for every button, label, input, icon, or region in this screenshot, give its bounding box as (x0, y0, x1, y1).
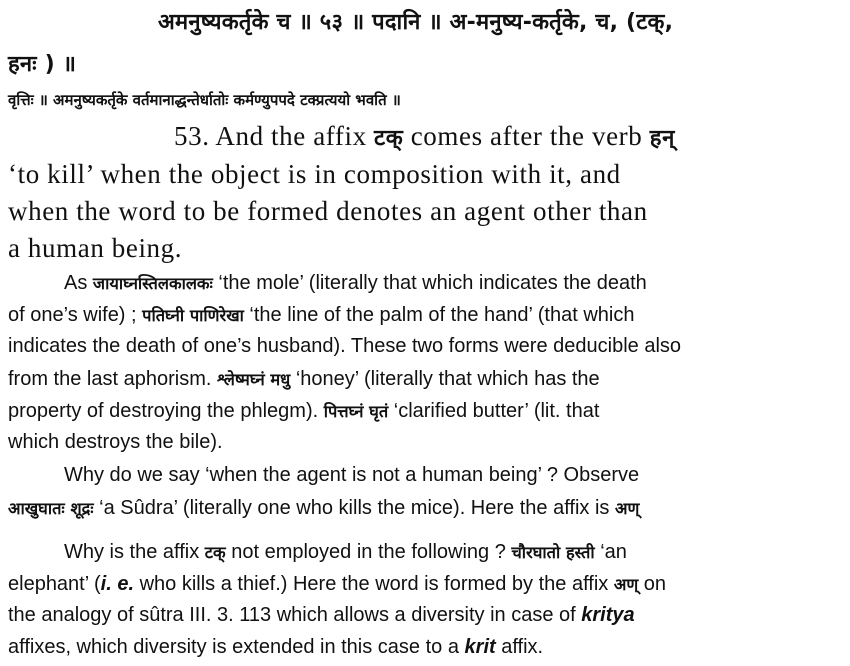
commentary-text: elephant’ ( (8, 573, 101, 595)
vritti-text: वृत्तिः ॥ अमनुष्यकर्तृके वर्तमानाद्धन्तेर्धातोः कर्मण्युपपदे टक्प्रत्ययो भवति ॥ (8, 91, 401, 109)
sanskrit-term: टक् (204, 543, 226, 562)
para1-line-1 (64, 271, 647, 295)
translation-text: when the word to be formed denotes an agent other than (8, 196, 648, 226)
vritti-line (8, 90, 401, 110)
commentary-text: Why do we say ‘when the agent is not a human being’ ? Observe (64, 464, 640, 486)
translation-text: ‘to kill’ when the object is in composition with it, and (8, 159, 621, 189)
para1-line-2 (8, 303, 634, 327)
translation-text: a human being. (8, 233, 183, 263)
commentary-text: ‘honey’ (literally that which has the (290, 368, 600, 390)
para1-line-3 (8, 335, 681, 358)
commentary-text: ‘a Sûdra’ (literally one who kills the mice). Here the affix is (93, 497, 615, 519)
sanskrit-term: अण् (614, 499, 640, 518)
italic-term: i. e. (100, 573, 135, 595)
sanskrit-term: जायाघ्नस्तिलकालकः (92, 274, 213, 293)
commentary-text: which destroys the bile). (8, 431, 223, 453)
sanskrit-term: पित्तघ्नं घृतं (323, 402, 389, 421)
translation-line-4 (8, 233, 182, 264)
sanskrit-term: पतिघ्नी पाणिरेखा (142, 306, 244, 325)
sanskrit-term: अण् (613, 575, 639, 594)
commentary-text: not employed in the following ? (225, 541, 512, 563)
commentary-text: ‘the mole’ (literally that which indicates the death (212, 272, 647, 294)
commentary-text: the analogy of sûtra III. 3. 113 which allows a diversity in case of (8, 604, 582, 626)
commentary-text: property of destroying the phlegm). (8, 400, 324, 422)
para1-line-4 (8, 367, 600, 391)
commentary-text: affix. (495, 636, 544, 658)
italic-term: krit (464, 636, 496, 658)
sutra-text-cont: हनः ) ॥ (8, 52, 77, 77)
para3-line-2 (8, 572, 666, 596)
sutra-line-1 (158, 6, 673, 36)
translation-line-1 (174, 121, 675, 152)
commentary-text: Why is the affix (64, 541, 205, 563)
sutra-text: अमनुष्यकर्तृके च ॥ ५३ ॥ पदानि ॥ अ-मनुष्य-कर्तृके, च, (टक्, (158, 10, 674, 35)
para1-line-6 (8, 431, 223, 454)
translation-text: comes after the verb (403, 121, 650, 151)
commentary-text: who kills a thief.) Here the word is formed by the affix (134, 573, 614, 595)
commentary-text: of one’s wife) ; (8, 304, 143, 326)
para3-line-3 (8, 604, 635, 627)
sanskrit-term: श्लेष्मघ्नं मधु (216, 370, 291, 389)
commentary-text: on (638, 573, 667, 595)
sutra-line-2 (8, 48, 76, 78)
sanskrit-term: हन् (649, 125, 675, 151)
italic-term: kritya (581, 604, 635, 626)
para2-line-1 (64, 464, 639, 487)
commentary-text: ‘an (594, 541, 627, 563)
sanskrit-term: आखुघातः शूद्रः (8, 499, 94, 518)
sanskrit-term: चौरघातो हस्ती (511, 543, 595, 562)
commentary-text: affixes, which diversity is extended in this case to a (8, 636, 465, 658)
commentary-text: from the last aphorism. (8, 368, 217, 390)
translation-line-2 (8, 159, 621, 190)
translation-text: 53. And the affix (174, 121, 375, 151)
translation-line-3 (8, 196, 648, 227)
para3-line-4 (8, 636, 543, 659)
para2-line-2 (8, 496, 639, 520)
commentary-text: indicates the death of one’s husband). These two forms were deducible also (8, 335, 682, 357)
sanskrit-term: टक् (374, 125, 404, 151)
commentary-text: ‘the line of the palm of the hand’ (that which (243, 304, 635, 326)
para1-line-5 (8, 399, 599, 423)
commentary-text: ‘clarified butter’ (lit. that (388, 400, 600, 422)
para3-line-1 (64, 540, 627, 564)
commentary-text: As (64, 272, 93, 294)
